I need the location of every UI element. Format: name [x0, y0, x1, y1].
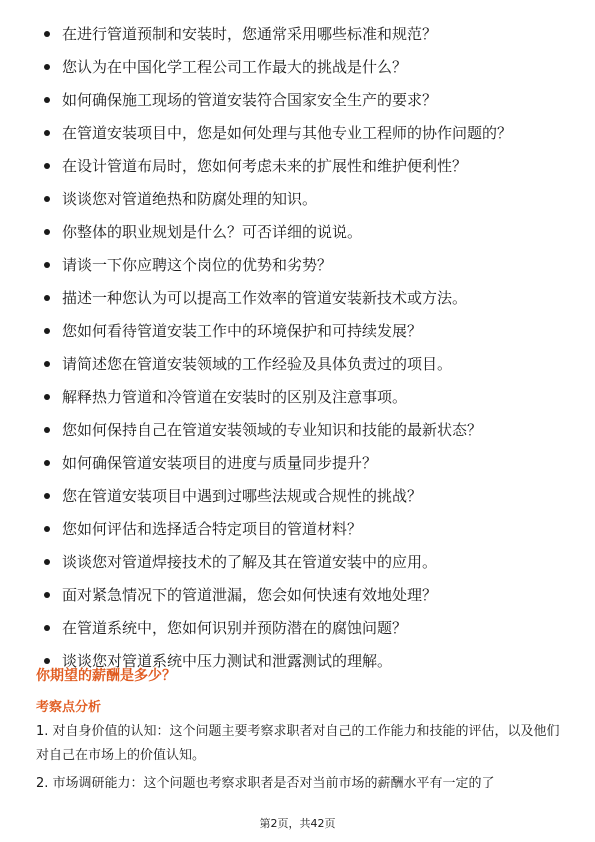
section-heading: 你期望的薪酬是多少？: [36, 668, 176, 684]
list-item: [40, 519, 560, 540]
list-item: [40, 387, 560, 408]
question-text: 在进行管道预制和安装时，您通常采用哪些标准和规范？: [62, 25, 438, 43]
question-text: 在管道安装项目中，您是如何处理与其他专业工程师的协作问题的？: [62, 124, 513, 142]
list-item: [40, 354, 560, 375]
bullet-icon: [44, 526, 50, 532]
list-item: [40, 222, 560, 243]
bullet-icon: [44, 196, 50, 202]
list-item: [40, 255, 560, 276]
list-item: [40, 57, 560, 78]
bullet-icon: [44, 658, 50, 664]
list-item: [40, 156, 560, 177]
list-item: [40, 486, 560, 507]
bullet-icon: [44, 493, 50, 499]
list-item: [40, 123, 560, 144]
question-text: 请简述您在管道安装领域的工作经验及具体负责过的项目。: [62, 355, 453, 373]
bullet-icon: [44, 625, 50, 631]
list-item: [40, 24, 560, 45]
question-text: 如何确保施工现场的管道安装符合国家安全生产的要求？: [62, 91, 438, 109]
bullet-icon: [44, 295, 50, 301]
question-text: 如何确保管道安装项目的进度与质量同步提升？: [62, 454, 378, 472]
list-item: [40, 321, 560, 342]
bullet-icon: [44, 64, 50, 70]
list-item: [40, 420, 560, 441]
question-list: [40, 24, 560, 684]
bullet-icon: [44, 559, 50, 565]
analysis-body: [36, 720, 561, 800]
bullet-icon: [44, 394, 50, 400]
question-text: 解释热力管道和冷管道在安装时的区别及注意事项。: [62, 388, 408, 406]
list-item: [40, 585, 560, 606]
question-text: 您认为在中国化学工程公司工作最大的挑战是什么？: [62, 58, 408, 76]
list-item: [40, 552, 560, 573]
question-text: 谈谈您对管道系统中压力测试和泄露测试的理解。: [62, 652, 393, 670]
question-text: 在管道系统中，您如何识别并预防潜在的腐蚀问题？: [62, 619, 408, 637]
question-text: 请谈一下你应聘这个岗位的优势和劣势？: [62, 256, 333, 274]
list-item: [40, 288, 560, 309]
bullet-icon: [44, 97, 50, 103]
bullet-icon: [44, 328, 50, 334]
bullet-icon: [44, 163, 50, 169]
question-text: 你整体的职业规划是什么？可否详细的说说。: [62, 223, 363, 241]
list-item: [40, 90, 560, 111]
question-text: 谈谈您对管道绝热和防腐处理的知识。: [62, 190, 318, 208]
question-text: 面对紧急情况下的管道泄漏，您会如何快速有效地处理？: [62, 586, 438, 604]
analysis-point: 2. 市场调研能力：这个问题也考察求职者是否对当前市场的薪酬水平有一定的了: [36, 776, 495, 791]
question-text: 您在管道安装项目中遇到过哪些法规或合规性的挑战？: [62, 487, 423, 505]
question-text: 描述一种您认为可以提高工作效率的管道安装新技术或方法。: [62, 289, 468, 307]
question-text: 您如何评估和选择适合特定项目的管道材料？: [62, 520, 363, 538]
bullet-icon: [44, 262, 50, 268]
page-number: 第2页，共42页: [259, 817, 336, 830]
bullet-icon: [44, 130, 50, 136]
question-text: 您如何看待管道安装工作中的环境保护和可持续发展？: [62, 322, 423, 340]
list-item: [40, 189, 560, 210]
bullet-icon: [44, 31, 50, 37]
question-text: 您如何保持自己在管道安装领域的专业知识和技能的最新状态？: [62, 421, 483, 439]
list-item: [40, 618, 560, 639]
list-item: [40, 453, 560, 474]
bullet-icon: [44, 427, 50, 433]
bullet-icon: [44, 229, 50, 235]
analysis-subheading: 考察点分析: [36, 700, 102, 715]
bullet-icon: [44, 361, 50, 367]
bullet-icon: [44, 460, 50, 466]
question-text: 在设计管道布局时，您如何考虑未来的扩展性和维护便利性？: [62, 157, 468, 175]
bullet-icon: [44, 592, 50, 598]
question-text: 谈谈您对管道焊接技术的了解及其在管道安装中的应用。: [62, 553, 438, 571]
analysis-point: 1. 对自身价值的认知：这个问题主要考察求职者对自己的工作能力和技能的评估，以及他们对自己在市场上的价值认知。: [36, 724, 560, 763]
